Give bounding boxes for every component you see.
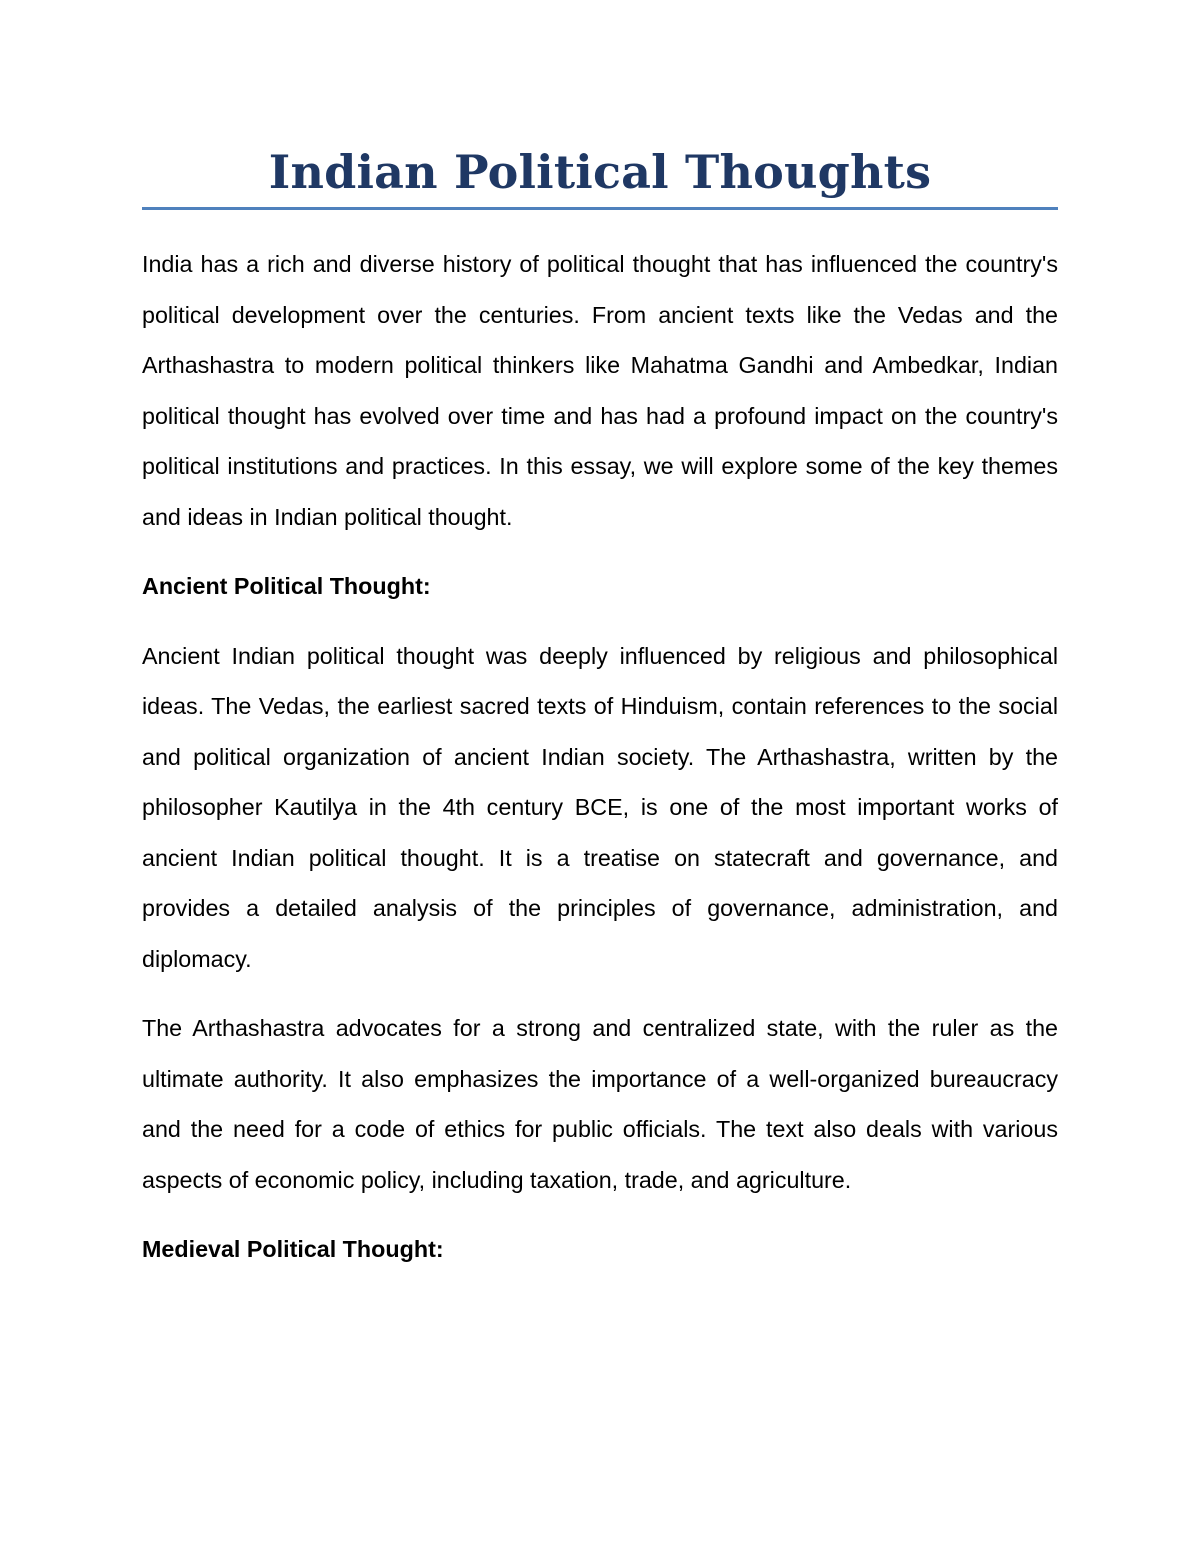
document-title: Indian Political Thoughts (268, 145, 932, 199)
title-underline (142, 207, 1058, 210)
document-page (142, 140, 1058, 1294)
document-body (142, 239, 1058, 1275)
section-heading-ancient: Ancient Political Thought: (142, 573, 431, 599)
ancient-paragraph-1: Ancient Indian political thought was deeply influenced by religious and philosophical ideas. The Vedas, the earliest sacred texts of Hinduism, contain references to the social and political organization of ancient Indian society. The Arthashastra, written by the philosopher Kautilya in the 4th century BCE, is one of the most important works of ancient Indian political thought. It is a treatise on statecraft and governance, and provides a detailed analysis of the principles of governance, administration, and diplomacy. (142, 642, 1058, 972)
section-heading-medieval: Medieval Political Thought: (142, 1236, 444, 1262)
intro-paragraph: India has a rich and diverse history of political thought that has influenced the country's political development over the centuries. From ancient texts like the Vedas and the Arthashastra to modern political thinkers like Mahatma Gandhi and Ambedkar, Indian political thought has evolved over time and has had a profound impact on the country's political institutions and practices. In this essay, we will explore some of the key themes and ideas in Indian political thought. (142, 251, 1058, 530)
ancient-paragraph-2: The Arthashastra advocates for a strong and centralized state, with the ruler as the ultimate authority. It also emphasizes the importance of a well-organized bureaucracy and the need for a code of ethics for public officials. The text also deals with various aspects of economic policy, including taxation, trade, and agriculture. (142, 1015, 1058, 1193)
